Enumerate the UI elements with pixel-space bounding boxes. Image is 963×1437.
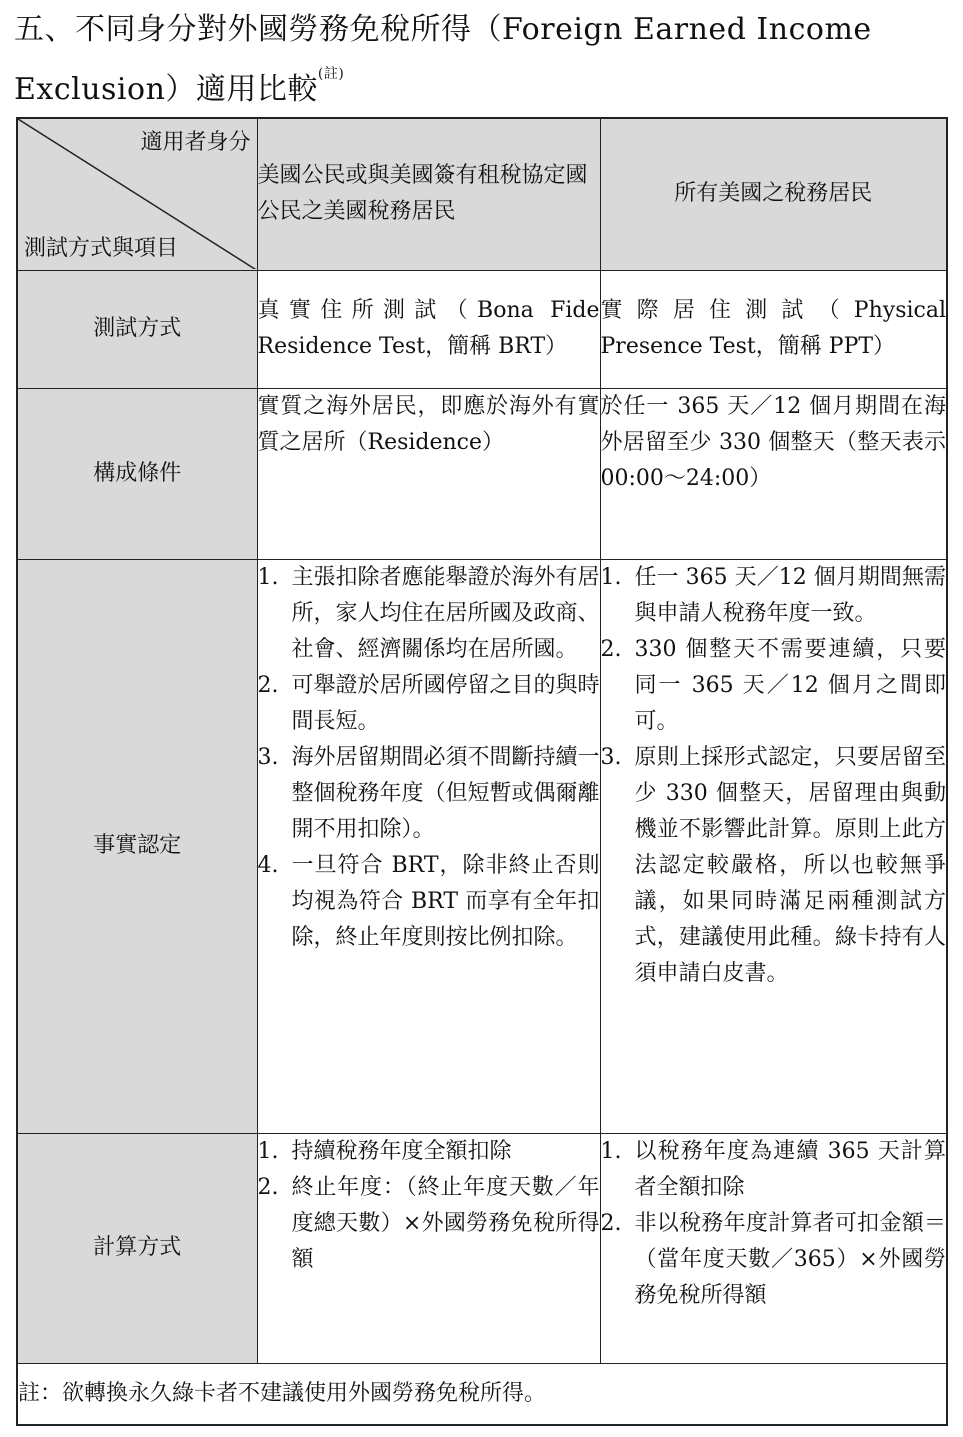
- item-number: 1.: [257, 1138, 279, 1164]
- item-text: 330 個整天不需要連續，只要同一 365 天／12 個月之間即可。: [634, 636, 946, 734]
- section-heading: [14, 0, 949, 120]
- facts-brt: [257, 559, 600, 1133]
- row-calc: [17, 1133, 947, 1363]
- corner-bottom-label: 測試方式與項目: [24, 236, 179, 262]
- method-brt: 真實住所測試（Bona Fide Residence Test，簡稱 BRT）: [257, 270, 600, 388]
- row-label-calc: 計算方式: [17, 1133, 257, 1363]
- row-method: [17, 270, 947, 388]
- footnote: 註：欲轉換永久綠卡者不建議使用外國勞務免稅所得。: [17, 1363, 947, 1425]
- list-item: [257, 668, 600, 740]
- list-item: [600, 740, 947, 992]
- list-item: [257, 560, 600, 668]
- calc-brt-list: [258, 1134, 600, 1278]
- header-row: [17, 118, 947, 270]
- item-number: 2.: [257, 672, 279, 698]
- item-number: 1.: [257, 564, 279, 590]
- col-header-citizen: 美國公民或與美國簽有租稅協定國公民之美國稅務居民: [257, 118, 600, 270]
- item-text: 可舉證於居所國停留之目的與時間長短。: [291, 672, 600, 734]
- item-text: 一旦符合 BRT，除非終止否則均視為符合 BRT 而享有全年扣除，終止年度則按比例扣除。: [291, 852, 600, 950]
- item-number: 2.: [600, 1210, 622, 1236]
- item-text: 終止年度：（終止年度天數／年度總天數）×外國勞務免稅所得額: [291, 1174, 600, 1272]
- facts-brt-list: [258, 560, 600, 956]
- item-text: 非以稅務年度計算者可扣金額＝（當年度天數／365）×外國勞務免稅所得額: [634, 1210, 946, 1308]
- list-item: [257, 1134, 600, 1170]
- row-label-facts: 事實認定: [17, 559, 257, 1133]
- list-item: [600, 1134, 947, 1206]
- item-number: 1.: [600, 1138, 622, 1164]
- conditions-brt: 實質之海外居民，即應於海外有實質之居所（Residence）: [257, 388, 600, 559]
- corner-top-label: 適用者身分: [140, 130, 251, 156]
- list-item: [600, 560, 947, 632]
- item-text: 以稅務年度為連續 365 天計算者全額扣除: [634, 1138, 946, 1200]
- item-number: 2.: [257, 1174, 279, 1200]
- method-ppt: 實際居住測試（Physical Presence Test，簡稱 PPT）: [600, 270, 947, 388]
- list-item: [257, 848, 600, 956]
- item-text: 原則上採形式認定，只要居留至少 330 個整天，居留理由與動機並不影響此計算。原則上此方法認定較嚴格，所以也較無爭議，如果同時滿足兩種測試方式，建議使用此種。綠卡持有人須申請白皮書。: [634, 744, 946, 986]
- facts-ppt-list: [601, 560, 947, 992]
- heading-line-1: 五、不同身分對外國勞務免稅所得（Foreign Earned Income: [14, 12, 872, 47]
- calc-ppt-list: [601, 1134, 947, 1314]
- list-item: [600, 1206, 947, 1314]
- item-number: 2.: [600, 636, 622, 662]
- item-number: 3.: [600, 744, 622, 770]
- calc-brt: [257, 1133, 600, 1363]
- row-conditions: [17, 388, 947, 559]
- item-text: 持續稅務年度全額扣除: [291, 1138, 512, 1164]
- row-footnote: [17, 1363, 947, 1425]
- heading-line-2: [14, 60, 949, 120]
- item-text: 海外居留期間必須不間斷持續一整個稅務年度（但短暫或偶爾離開不用扣除）。: [291, 744, 600, 842]
- corner-header-cell: [17, 118, 257, 270]
- calc-ppt: [600, 1133, 947, 1363]
- heading-line-2-text: Exclusion）適用比較: [14, 72, 318, 107]
- row-label-method: 測試方式: [17, 270, 257, 388]
- item-number: 1.: [600, 564, 622, 590]
- list-item: [600, 632, 947, 740]
- list-item: [257, 1170, 600, 1278]
- item-text: 任一 365 天／12 個月期間無需與申請人稅務年度一致。: [634, 564, 946, 626]
- col-header-all-residents: 所有美國之稅務居民: [600, 118, 947, 270]
- row-label-conditions: 構成條件: [17, 388, 257, 559]
- item-text: 主張扣除者應能舉證於海外有居所，家人均住在居所國及政商、社會、經濟關係均在居所國。: [291, 564, 600, 662]
- item-number: 3.: [257, 744, 279, 770]
- item-number: 4.: [257, 852, 279, 878]
- comparison-table: [16, 117, 948, 1426]
- conditions-ppt: 於任一 365 天／12 個月期間在海外居留至少 330 個整天（整天表示 00:00～24:00）: [600, 388, 947, 559]
- row-facts: [17, 559, 947, 1133]
- list-item: [257, 740, 600, 848]
- note-marker: (註): [317, 66, 345, 82]
- facts-ppt: [600, 559, 947, 1133]
